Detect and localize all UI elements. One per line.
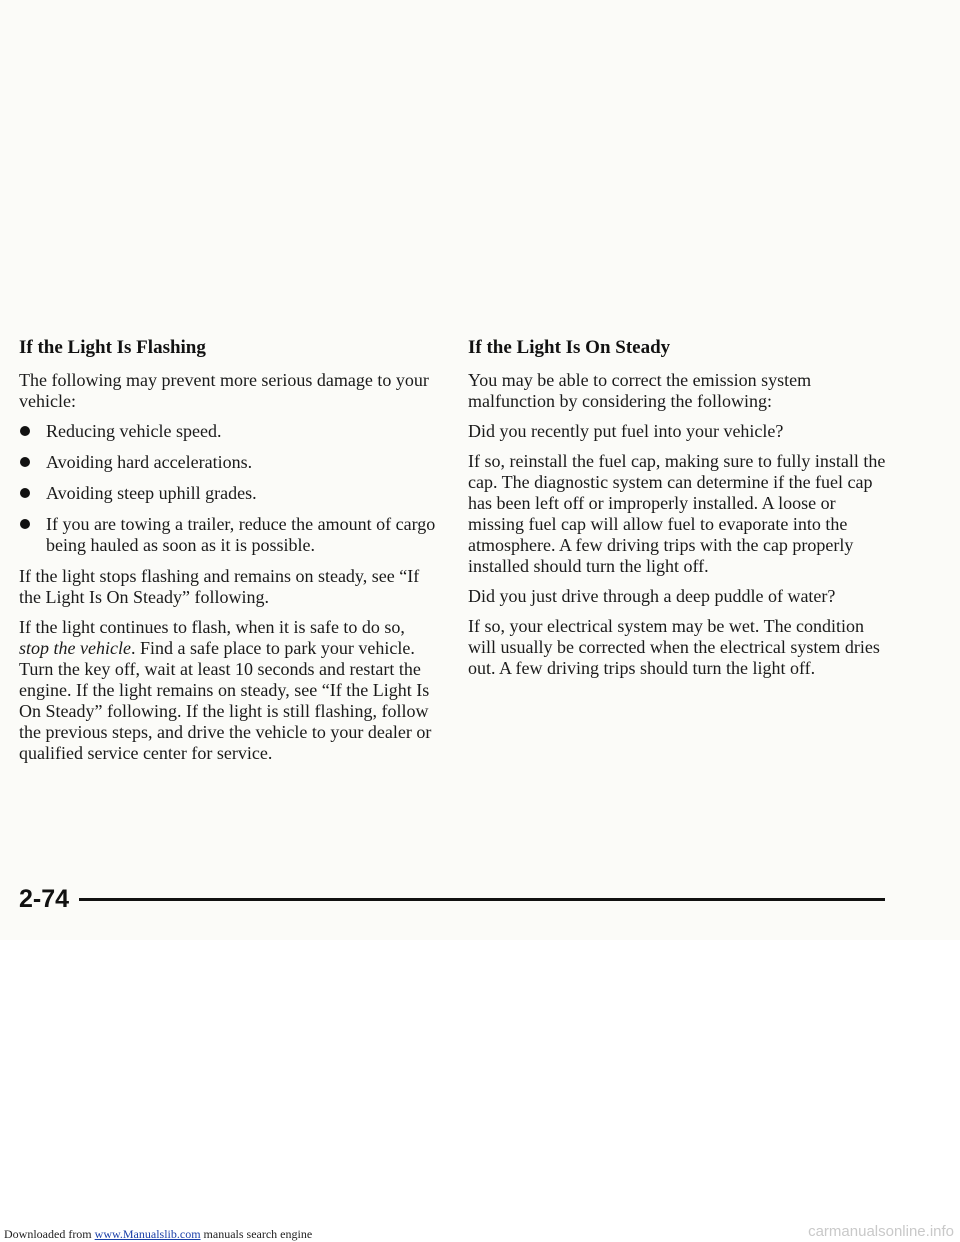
list-item-text: If you are towing a trailer, reduce the amount of cargo being hauled as soon as it is possible. (46, 514, 436, 555)
paragraph-text: If the light continues to flash, when it is safe to do so, (19, 617, 405, 637)
bullet-list (19, 421, 439, 556)
footer-rule (79, 898, 885, 901)
list-item-text: Avoiding hard accelerations. (46, 452, 253, 472)
answer-fuel: If so, reinstall the fuel cap, making sure to fully install the cap. The diagnostic system can determine if the fuel cap has been left off or improperly installed. A loose or missing fuel cap will allow fuel to evaporate into the atmosphere. A few driving trips with the cap properly installed should turn the light off. (468, 451, 886, 576)
list-item-text: Reducing vehicle speed. (46, 421, 222, 441)
list-item (19, 452, 439, 473)
manualslib-link[interactable]: www.Manualslib.com (94, 1227, 201, 1241)
answer-water: If so, your electrical system may be wet. The condition will usually be corrected when the electrical system dries out. A few driving trips should turn the light off. (468, 616, 880, 678)
list-item (19, 483, 439, 504)
question-water: Did you just drive through a deep puddle of water? (468, 586, 836, 606)
heading-light-steady: If the Light Is On Steady (468, 337, 671, 358)
bullet-icon (20, 488, 30, 498)
heading-light-flashing: If the Light Is Flashing (19, 337, 206, 358)
intro-paragraph: The following may prevent more serious damage to your vehicle: (19, 370, 429, 411)
download-credit (4, 1227, 312, 1241)
watermark: carmanualsonline.info (808, 1223, 954, 1240)
download-suffix: manuals search engine (200, 1227, 313, 1241)
list-item (19, 514, 439, 556)
bullet-icon (20, 457, 30, 467)
left-column (19, 336, 439, 773)
bullet-icon (20, 519, 30, 529)
list-item-text: Avoiding steep uphill grades. (46, 483, 257, 503)
paragraph-continues-flashing (19, 617, 439, 764)
question-fuel: Did you recently put fuel into your vehicle? (468, 421, 784, 441)
paragraph-stops-flashing: If the light stops flashing and remains on steady, see “If the Light Is On Steady” following. (19, 566, 420, 607)
intro-paragraph: You may be able to correct the emission system malfunction by considering the following: (468, 370, 812, 411)
bullet-icon (20, 426, 30, 436)
page-footer (19, 884, 885, 914)
paragraph-text: . Find a safe place to park your vehicle. Turn the key off, wait at least 10 seconds and restart the engine. If the light remains on steady, see “If the Light Is On Steady” following. If the light is still flashing, follow the previous steps, and drive the vehicle to your dealer or qualified service center for service. (19, 638, 432, 763)
right-column (468, 336, 888, 688)
page-number: 2-74 (19, 885, 70, 913)
download-prefix: Downloaded from (4, 1227, 95, 1241)
list-item (19, 421, 439, 442)
emphasis-stop-the-vehicle: stop the vehicle (19, 638, 131, 658)
